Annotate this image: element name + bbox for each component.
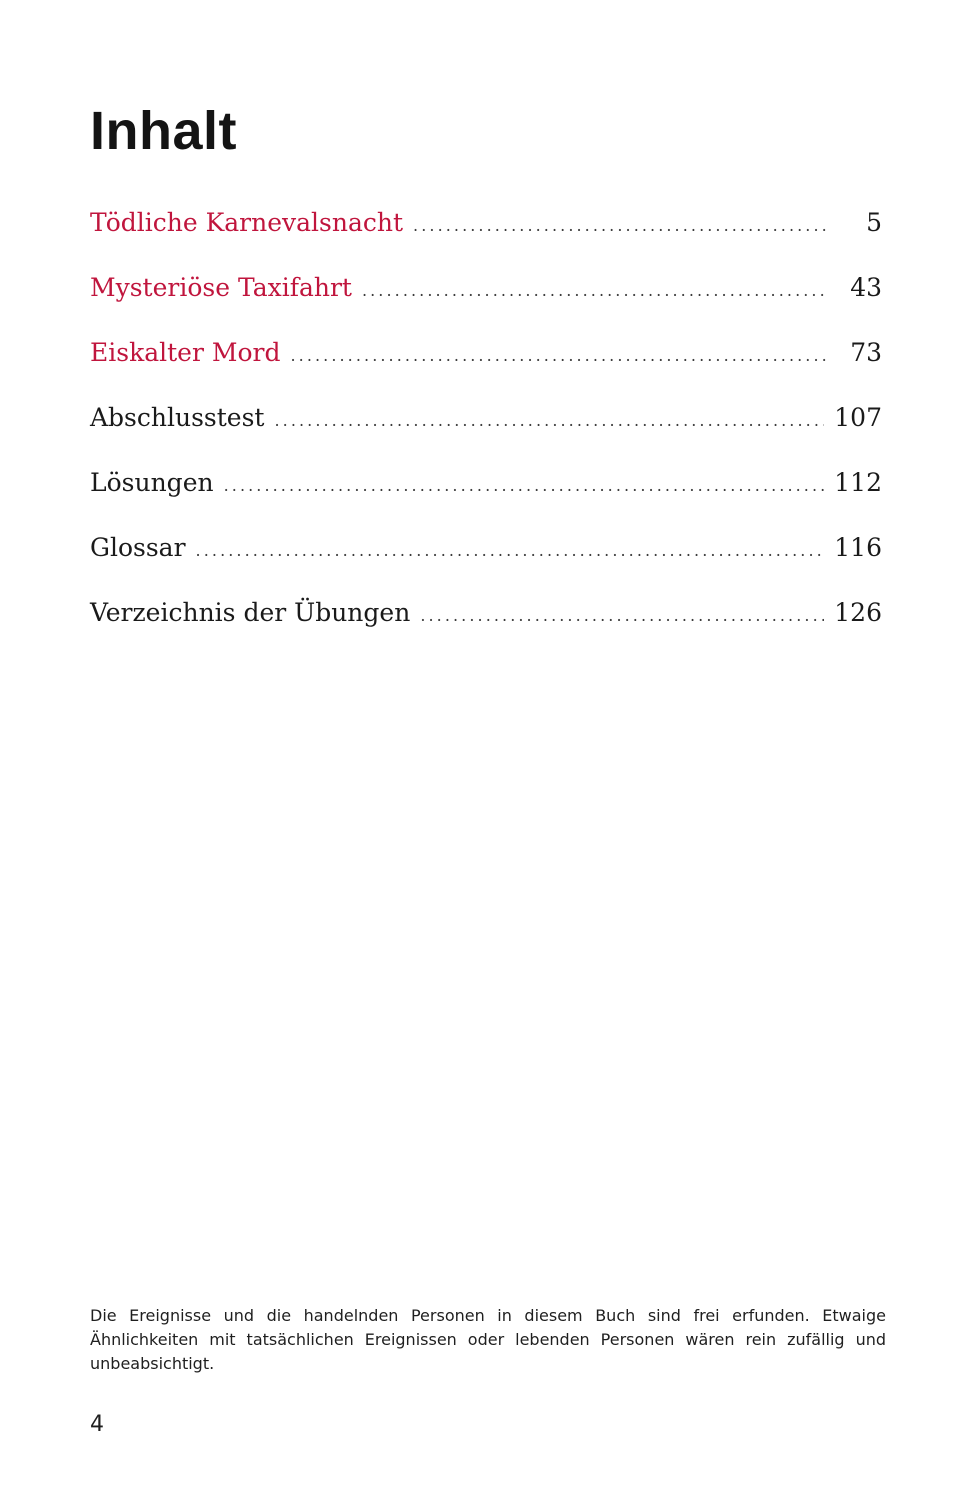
toc-entry[interactable] xyxy=(90,393,882,458)
page-title: Inhalt xyxy=(90,101,237,161)
dot-leader xyxy=(274,396,824,446)
page-number: 4 xyxy=(90,1412,104,1437)
toc-entry[interactable] xyxy=(90,458,882,523)
table-of-contents xyxy=(90,198,882,653)
dot-leader xyxy=(420,591,824,641)
disclaimer-text: Die Ereignisse und die handelnden Personen in diesem Buch sind frei erfunden. Etwaige Ähnlichkeiten mit tatsächlichen Ereignissen oder lebenden Personen wären rein zufällig und unbeabsichtigt. xyxy=(90,1306,886,1373)
toc-entry[interactable] xyxy=(90,523,882,588)
toc-entry-label: Tödliche Karnevalsnacht xyxy=(90,208,404,237)
dot-leader xyxy=(413,201,826,251)
toc-entry[interactable] xyxy=(90,263,882,328)
dot-leader xyxy=(196,526,825,576)
toc-entry-page: 43 xyxy=(850,273,882,302)
toc-entry-label: Mysteriöse Taxifahrt xyxy=(90,273,352,302)
toc-entry[interactable] xyxy=(90,328,882,393)
toc-entry-page: 73 xyxy=(850,338,882,367)
toc-entry[interactable] xyxy=(90,588,882,653)
toc-entry-label: Glossar xyxy=(90,533,186,562)
toc-entry-label: Eiskalter Mord xyxy=(90,338,281,367)
toc-entry[interactable] xyxy=(90,198,882,263)
toc-entry-page: 126 xyxy=(834,598,882,627)
toc-entry-page: 116 xyxy=(834,533,882,562)
toc-entry-label: Verzeichnis der Übungen xyxy=(90,598,411,627)
toc-entry-page: 107 xyxy=(834,403,882,432)
toc-entry-page: 112 xyxy=(834,468,882,497)
dot-leader xyxy=(224,461,825,511)
dot-leader xyxy=(362,266,826,316)
toc-entry-label: Abschlusstest xyxy=(90,403,265,432)
toc-entry-label: Lösungen xyxy=(90,468,214,497)
toc-entry-page: 5 xyxy=(866,208,882,237)
dot-leader xyxy=(290,331,826,381)
